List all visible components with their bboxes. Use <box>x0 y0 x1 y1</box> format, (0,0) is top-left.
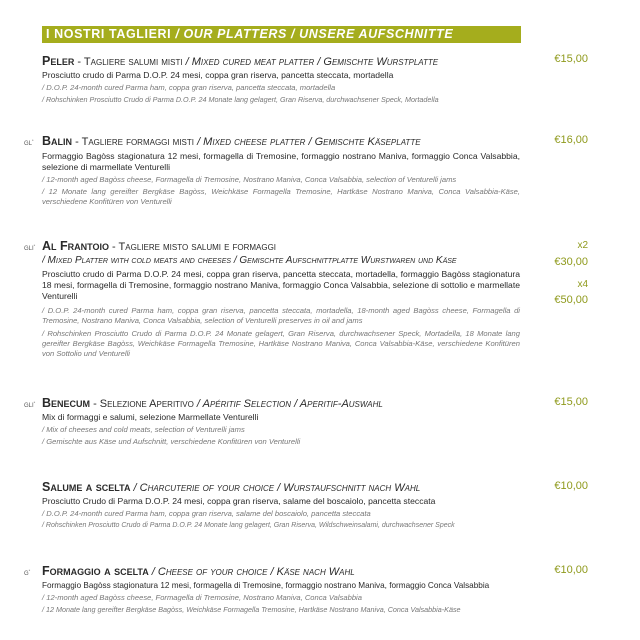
item-description-en: / 12-month aged Bagòss cheese, Formagella di Tremosine, Nostrano Maniva, Conca Valsabbia, selection of Venturelli jams <box>42 175 457 184</box>
item-subtitle: - Selezione Aperitivo <box>90 398 194 410</box>
section-title: I NOSTRI TAGLIERI <box>46 27 172 41</box>
item-description-de: / 12 Monate lang gereifter Bergkäse Bagòss, Weichkäse Formagella Tremosine, Hartkäse Nostrano Maniva, Conca Valsabbia-Käse, verschiedene Konfitüren von Venturelli <box>42 187 520 206</box>
allergen-tag: GLI* <box>24 243 36 252</box>
item-description-en: / D.O.P. 24-month cured Parma ham, coppa gran riserva, pancetta steccata, mortadella <box>42 83 336 92</box>
item-translations: / Charcuterie of your choice / Wurstaufschnitt nach Wahl <box>130 482 421 494</box>
item-description-en: / D.O.P. 24-month cured Parma ham, coppa gran riserva, salame del boscaiolo, pancetta steccata <box>42 509 371 518</box>
item-name: Salume a scelta <box>42 480 131 494</box>
item-title <box>42 564 532 579</box>
item-description-de: / 12 Monate lang gereifter Bergkäse Bagòss, Weichkäse Formagella Tremosine, Hartkäse Nostrano Maniva, Conca Valsabbia-Käse <box>42 605 461 614</box>
section-title-translations: / OUR PLATTERS / UNSERE AUFSCHNITTE <box>171 27 454 41</box>
item-description-de: / Rohschinken Prosciutto Crudo di Parma D.O.P. 24 Monate lang gelagert, Gran Riserva, durchwachsener Speck, Mortadella <box>42 95 439 104</box>
allergen-tag: GL* <box>24 138 34 147</box>
item-title <box>42 134 532 149</box>
item-quantity-large: x4 <box>577 279 588 290</box>
item-translations: / Mixed cheese platter / Gemischte Käseplatte <box>194 136 421 148</box>
item-description-en: / Mix of cheeses and cold meats, selection of Venturelli jams <box>42 425 245 434</box>
item-translations: / Mixed cured meat platter / Gemischte Wurstplatte <box>182 56 439 68</box>
item-translations: / Cheese of your choice / Käse nach Wahl <box>148 566 355 578</box>
item-name: Peler <box>42 54 75 68</box>
item-price: €15,00 <box>554 53 588 65</box>
item-title <box>42 480 532 495</box>
item-title <box>42 54 532 69</box>
item-description: Prosciutto crudo di Parma D.O.P. 24 mesi, coppa gran riserva, pancetta steccata, mortadella <box>42 70 394 80</box>
item-quantity-small: x2 <box>577 240 588 251</box>
section-header <box>42 26 521 43</box>
item-name: Al Frantoio <box>42 239 109 253</box>
item-price-large: €50,00 <box>554 294 588 306</box>
item-description: Formaggio Bagòss stagionatura 12 mesi, formagella di Tremosine, formaggio nostrano Maniva, formaggio Conca Valsabbia, selezione di marmellate Venturelli <box>42 151 520 172</box>
item-description: Mix di formaggi e salumi, selezione Marmellate Venturelli <box>42 412 259 422</box>
item-price: €10,00 <box>554 480 588 492</box>
item-description-en: / 12-month aged Bagòss cheese, Formagella di Tremosine, Nostrano Maniva, Conca Valsabbia <box>42 593 362 602</box>
item-price: €10,00 <box>554 564 588 576</box>
allergen-tag: GLI* <box>24 400 36 409</box>
allergen-tag: G* <box>24 568 31 577</box>
item-name: Formaggio a scelta <box>42 564 149 578</box>
item-name: Benecum <box>42 396 91 410</box>
item-description: Formaggio Bagòss stagionatura 12 mesi, formagella di Tremosine, formaggio nostrano Maniva, formaggio Conca Valsabbia <box>42 581 490 590</box>
item-translations: / Apéritif Selection / Aperitif-Auswahl <box>193 398 383 410</box>
item-description-en: / D.O.P. 24-month cured Parma ham, coppa gran riserva, pancetta steccata, mortadella, 18-month aged Bagòss cheese, Formagella di Tremosine, Nostrano Maniva, Conca Valsabbia, selection of Venturelli preserves in oil and jams <box>42 306 520 325</box>
item-price-small: €30,00 <box>554 256 588 268</box>
item-subtitle: - Tagliere salumi misti <box>74 56 183 68</box>
item-description: Prosciutto Crudo di Parma D.O.P. 24 mesi, coppa gran riserva, salame del boscaiolo, pancetta steccata <box>42 496 436 506</box>
item-description-de: / Gemischte aus Käse und Aufschnitt, verschiedene Konfitüren von Venturelli <box>42 437 301 446</box>
item-name: Balin <box>42 134 73 148</box>
item-description-de: / Rohschinken Prosciutto Crudo di Parma D.O.P. 24 Monate gelagert, Gran Riserva, durchwachsener Speck, Mortadella, 18 Monate lang gereifter Bergkäse Bagòss, Weichkäse Formagella Tremosine, Hartkäse Nostrano Maniva, Conca Valsabbia-Käse, verschiedene Konfitüren von Sottolio und Venturelli <box>42 329 520 358</box>
item-description: Prosciutto crudo di Parma D.O.P. 24 mesi, coppa gran riserva, pancetta steccata, mortadella, formaggio Bagòss stagionatura 18 mesi, formagella di Tremosine, formaggio nostrano Maniva, formaggio Conca Valsabbia, selezione di sottolio e marmellate Venturelli <box>42 269 520 301</box>
item-title <box>42 396 532 411</box>
item-price: €15,00 <box>554 396 588 408</box>
item-price: €16,00 <box>554 134 588 146</box>
item-translations: / Mixed Platter with cold meats and cheeses / Gemischte Aufschnittplatte Wurstwaren und Käse <box>42 255 457 266</box>
item-subtitle: - Tagliere formaggi misti <box>72 136 195 148</box>
item-title <box>42 239 532 254</box>
item-subtitle: - Tagliere misto salumi e formaggi <box>108 241 277 253</box>
item-description-de: / Rohschinken Prosciutto Crudo di Parma D.O.P. 24 Monate lang gelagert, Gran Riserva, Wildschweinsalami, durchwachsener Speck <box>42 522 455 529</box>
